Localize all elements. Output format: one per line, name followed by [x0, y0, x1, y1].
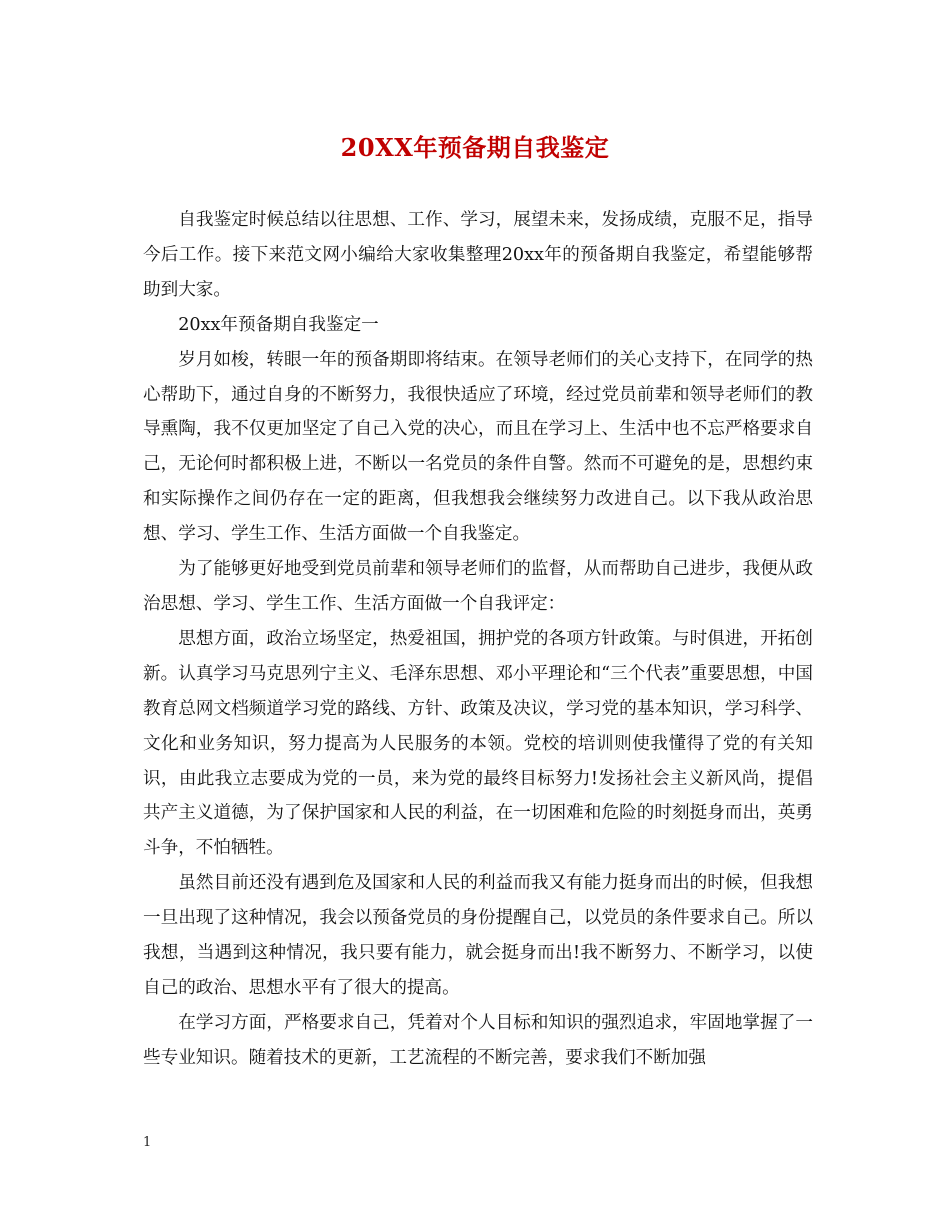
section-heading: 20xx年预备期自我鉴定一 [178, 314, 379, 335]
paragraph: 岁月如梭，转眼一年的预备期即将结束。在领导老师们的关心支持下，在同学的热心帮助下，通过自身的不断努力，我很快适应了环境，经过党员前辈和领导老师们的教导熏陶，我不仅更加坚定了自己入党的决心，而且在学习上、生活中也不忘严格要求自己，无论何时都积极上进，不断以一名党员的条件自警。然而不可避免的是，思想约束和实际操作之间仍存在一定的距离，但我想我会继续努力改进自己。以下我从政治思想、学习、学生工作、生活方面做一个自我鉴定。 [143, 349, 813, 545]
document-body [143, 203, 813, 1076]
paragraph-intro: 自我鉴定时候总结以往思想、工作、学习，展望未来，发扬成绩，克服不足，指导今后工作。接下来范文网小编给大家收集整理20xx年的预备期自我鉴定，希望能够帮助到大家。 [143, 210, 813, 300]
paragraph: 思想方面，政治立场坚定，热爱祖国，拥护党的各项方针政策。与时俱进，开拓创新。认真学习马克思列宁主义、毛泽东思想、邓小平理论和“三个代表”重要思想，中国教育总网文档频道学习党的路线、方针、政策及决议，学习党的基本知识，学习科学、文化和业务知识，努力提高为人民服务的本领。党校的培训则使我懂得了党的有关知识，由此我立志要成为党的一员，来为党的最终目标努力!发扬社会主义新风尚，提倡共产主义道德，为了保护国家和人民的利益，在一切困难和危险的时刻挺身而出，英勇斗争，不怕牺牲。 [143, 628, 813, 859]
paragraph: 虽然目前还没有遇到危及国家和人民的利益而我又有能力挺身而出的时候，但我想一旦出现了这种情况，我会以预备党员的身份提醒自己，以党员的条件要求自己。所以我想，当遇到这种情况，我只要有能力，就会挺身而出!我不断努力、不断学习，以使自己的政治、思想水平有了很大的提高。 [143, 873, 813, 998]
document-title: 20XX年预备期自我鉴定 [340, 133, 610, 162]
page-number: 1 [143, 1135, 152, 1150]
paragraph: 在学习方面，严格要求自己，凭着对个人目标和知识的强烈追求，牢固地掌握了一些专业知识。随着技术的更新，工艺流程的不断完善，要求我们不断加强 [143, 1012, 813, 1068]
paragraph: 为了能够更好地受到党员前辈和领导老师们的监督，从而帮助自己进步，我便从政治思想、学习、学生工作、生活方面做一个自我评定： [143, 559, 813, 614]
